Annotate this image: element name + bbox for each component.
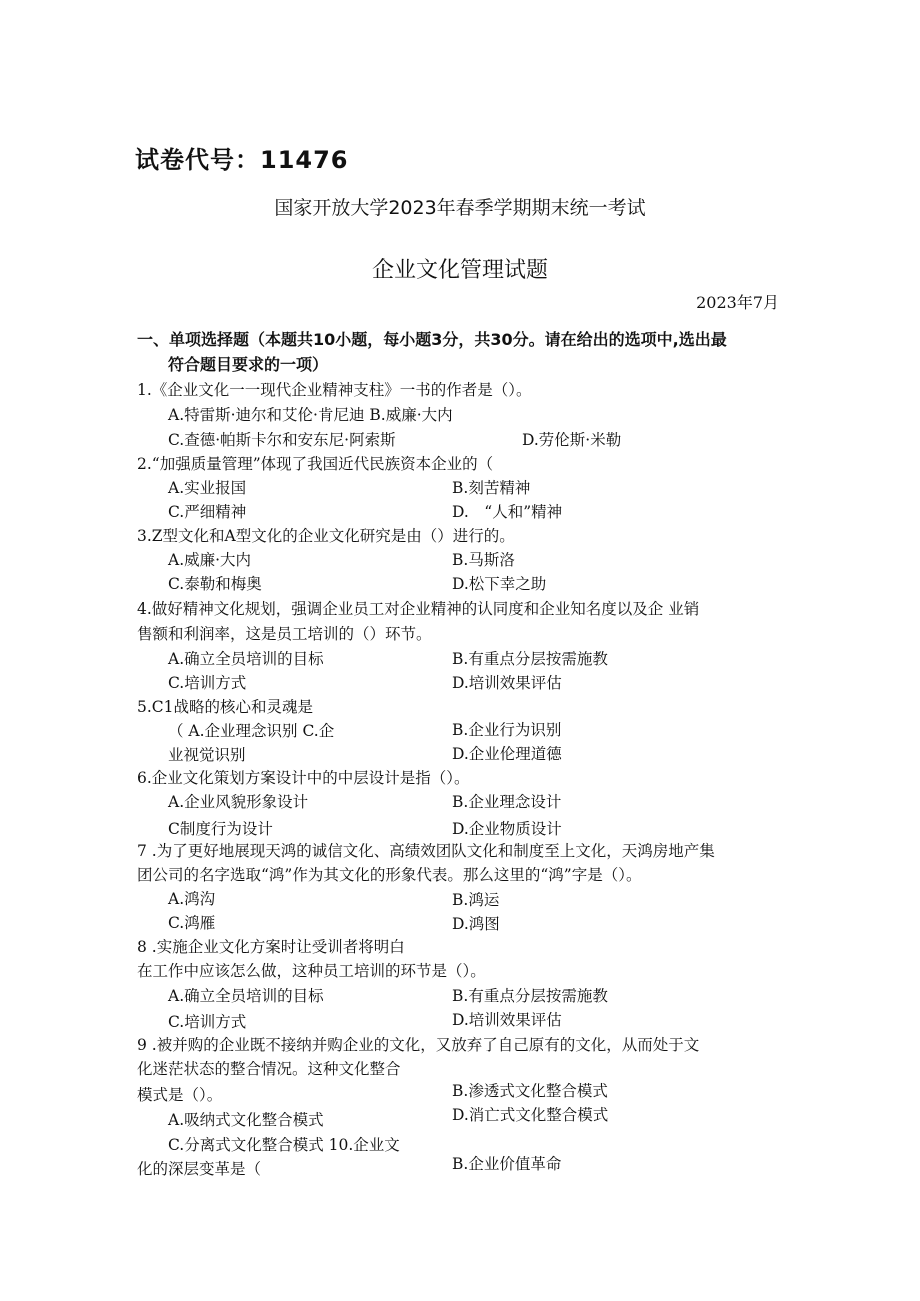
option: B.刻苦精神 (452, 479, 531, 497)
option: D.培训效果评估 (452, 674, 562, 692)
question-3: 3.Z型文化和A型文化的企业文化研究是由（）进行的。 (137, 527, 515, 545)
question-1: 1.《企业文化一一现代企业精神支柱》一书的作者是（）。 (137, 381, 532, 399)
option: B.有重点分层按需施教 (452, 987, 608, 1005)
section-heading: 一、单项选择题（本题共10小题，每小题3分，共30分。请在给出的选项中,选出最 (137, 330, 727, 349)
option: D.鸿图 (452, 915, 500, 933)
question-9-cont: 化迷茫状态的整合情况。这种文化整合 (137, 1060, 401, 1078)
exam-subtitle: 国家开放大学2023年春季学期期末统一考试 (274, 197, 646, 219)
option: A.确立全员培训的目标 (168, 650, 324, 668)
question-10-cont: 化的深层变革是（ (137, 1160, 262, 1178)
option: D.消亡式文化整合模式 (452, 1106, 609, 1124)
section-heading-cont: 符合题目要求的一项） (168, 355, 329, 374)
option: C.查德·帕斯卡尔和安东尼·阿索斯 (168, 431, 396, 449)
question-9-cont: 模式是（）。 (137, 1086, 223, 1104)
exam-code: 试卷代号：11476 (135, 146, 349, 174)
option: A.实业报国 (168, 479, 247, 497)
question-9: 9 .被并购的企业既不接纳并购企业的文化，又放弃了自己原有的文化，从而处于文 (137, 1036, 700, 1054)
option: B.鸿运 (452, 891, 500, 909)
option: B.有重点分层按需施教 (452, 650, 608, 668)
option: A.吸纳式文化整合模式 (168, 1111, 324, 1129)
option: D. “人和”精神 (452, 503, 563, 521)
question-4-cont: 售额和利润率，这是员工培训的（）环节。 (137, 625, 432, 643)
option: B.渗透式文化整合模式 (452, 1082, 608, 1100)
option: C.培训方式 (168, 1013, 247, 1031)
question-8-cont: 在工作中应该怎么做，这种员工培训的环节是（）。 (137, 962, 486, 980)
option: A.确立全员培训的目标 (168, 987, 324, 1005)
option: B.马斯洛 (452, 551, 515, 569)
option: A.企业风貌形象设计 (168, 793, 309, 811)
question-2: 2.“加强质量管理”体现了我国近代民族资本企业的（ (137, 455, 494, 473)
option-line: C.分离式文化整合模式 10.企业文 (168, 1136, 400, 1154)
option: B.企业行为识别 (452, 721, 562, 739)
option: D.企业物质设计 (452, 820, 562, 838)
option: D.松下幸之助 (452, 575, 547, 593)
option-line: （ A.企业理念识别 C.企 (168, 722, 335, 740)
option: C.鸿雁 (168, 914, 216, 932)
question-8: 8 .实施企业文化方案时让受训者将明白 (137, 938, 405, 956)
question-7-cont: 团公司的名字选取“鸿”作为其文化的形象代表。那么这里的“鸿”字是（）。 (137, 866, 642, 884)
option: D.劳伦斯·米勒 (522, 431, 622, 449)
exam-title: 企业文化管理试题 (371, 258, 548, 283)
option: C制度行为设计 (168, 820, 273, 838)
exam-date: 2023年7月 (696, 293, 779, 312)
question-5: 5.C1战略的核心和灵魂是 (137, 698, 314, 716)
option: C.培训方式 (168, 674, 247, 692)
option: C.泰勒和梅奥 (168, 575, 262, 593)
option: A.鸿沟 (168, 890, 216, 908)
option: B.企业理念设计 (452, 793, 562, 811)
option: A.威廉·大内 (168, 551, 252, 569)
question-6: 6.企业文化策划方案设计中的中层设计是指（）。 (137, 769, 470, 787)
question-4: 4.做好精神文化规划，强调企业员工对企业精神的认同度和企业知名度以及企 业销 (137, 600, 700, 618)
option: C.严细精神 (168, 503, 247, 521)
option-line: 业视觉识别 (168, 746, 246, 764)
option-line: A.特雷斯·迪尔和艾伦·肯尼迪 B.威廉·大内 (168, 406, 453, 424)
option: D.培训效果评估 (452, 1011, 562, 1029)
question-7: 7 .为了更好地展现天鸿的诚信文化、高绩效团队文化和制度至上文化，天鸿房地产集 (137, 842, 715, 860)
option: B.企业价值革命 (452, 1155, 562, 1173)
option: D.企业伦理道德 (452, 745, 562, 763)
